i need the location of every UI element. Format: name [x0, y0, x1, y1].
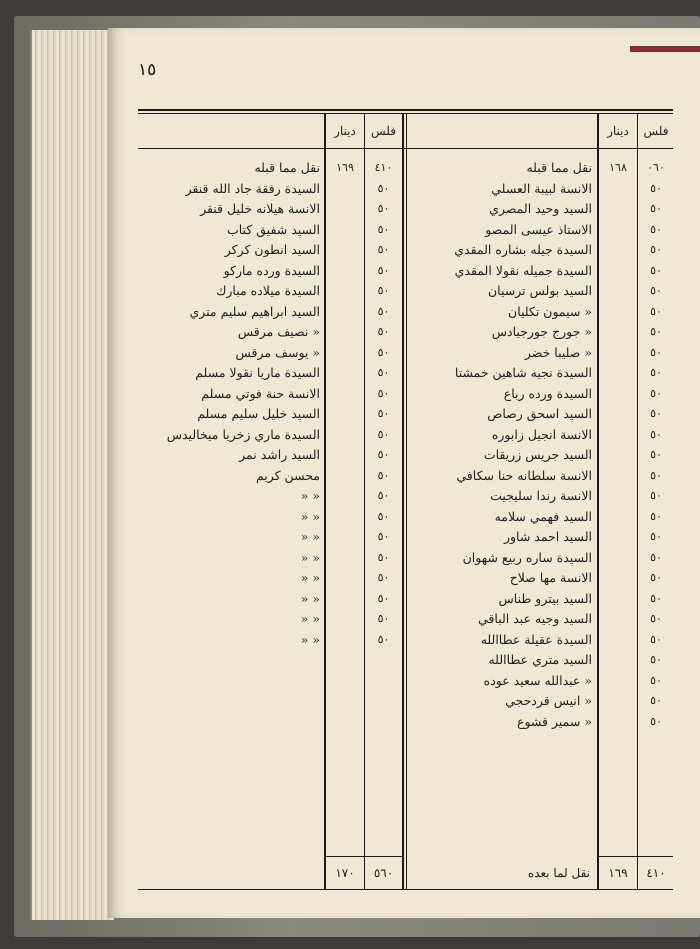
- dinar-amount: [599, 527, 637, 548]
- fils-amount: ٥٠: [650, 694, 662, 707]
- donor-name: نقل مما قبله: [526, 160, 592, 175]
- dinar-amount: [326, 486, 364, 507]
- dinar-amount: ١٦٨: [609, 161, 627, 174]
- dinar-amount: [599, 322, 637, 343]
- donor-name: السيد وحيد المصري: [489, 201, 592, 216]
- donor-name: نقل مما قبله: [254, 160, 320, 175]
- fils-amount: ٥٠: [650, 263, 662, 277]
- right-fils-list: [638, 158, 674, 732]
- right-total-label: نقل لما بعده: [527, 866, 590, 880]
- fils-amount: ٥٠: [377, 243, 390, 256]
- fils-amount: ٥٠: [650, 366, 662, 379]
- fils-amount: ٥٠: [650, 304, 662, 318]
- donor-name: « «: [300, 529, 320, 544]
- fils-amount: ٥٠: [377, 284, 390, 297]
- left-total-fils: ٥٦٠: [373, 866, 394, 880]
- donor-name: « «: [300, 570, 320, 585]
- left-total-dinar: ١٧٠: [335, 866, 355, 880]
- fils-amount: ٥٠: [650, 714, 662, 728]
- donor-name: « انيس قردحجي: [505, 693, 592, 708]
- donor-name: الانسة رندا سليجيت: [490, 488, 592, 503]
- donor-name: « عبدالله سعيد عوده: [483, 672, 592, 688]
- dinar-amount: [326, 261, 364, 282]
- donor-name: الانسة لبيبة العسلي: [491, 180, 592, 196]
- donor-name: « جورج جورجيادس: [491, 324, 592, 339]
- fils-amount: ٥٠: [377, 509, 390, 523]
- dinar-amount: [599, 384, 637, 405]
- dinar-amount: [599, 261, 637, 282]
- dinar-amount: [326, 179, 364, 200]
- fils-amount: ٥٠: [377, 366, 390, 379]
- donor-name: « «: [300, 549, 320, 565]
- dinar-amount: [599, 671, 637, 692]
- fils-amount: ٥٠: [377, 571, 390, 584]
- fils-amount: ٥٠: [377, 222, 390, 236]
- fils-amount: ٥٠: [650, 181, 662, 195]
- fils-amount: ٥٠: [650, 202, 662, 215]
- dinar-amount: [599, 548, 637, 569]
- fils-amount: ٥٠: [377, 612, 390, 625]
- left-dinar-list: [326, 158, 364, 650]
- dinar-amount: [599, 445, 637, 466]
- dinar-amount: [326, 589, 364, 610]
- fils-amount: ٥٠: [377, 550, 390, 564]
- top-rule: [138, 109, 673, 111]
- donor-name: السيدة ميلاده مبارك: [216, 283, 320, 298]
- page-number: ١٥: [138, 60, 157, 80]
- donor-name: « «: [300, 611, 320, 626]
- fils-amount: ٥٠: [377, 345, 390, 359]
- fils-amount: ٥٠: [377, 427, 390, 441]
- donor-name: « صليبا خضر: [524, 344, 592, 360]
- donor-name: السيدة جميله نقولا المقدي: [454, 262, 592, 278]
- dinar-amount: ١٦٩: [336, 161, 354, 174]
- dinar-amount: [326, 507, 364, 528]
- donor-name: « نصيف مرقس: [237, 324, 320, 339]
- dinar-amount: [326, 548, 364, 569]
- dinar-amount: [599, 630, 637, 651]
- fils-amount: ٥٠: [650, 386, 662, 400]
- fils-amount: ٥٠: [650, 591, 662, 605]
- dinar-amount: [599, 220, 637, 241]
- donor-name: السيد فهمي سلامه: [494, 508, 592, 524]
- left-fils-rule-right: [402, 113, 404, 890]
- dinar-amount: [326, 343, 364, 364]
- fils-amount: ٥٠: [650, 530, 662, 543]
- dinar-amount: [599, 404, 637, 425]
- right-dinar-header: دينار: [607, 124, 629, 138]
- fils-amount: ٥٠: [650, 427, 662, 441]
- dinar-amount: [326, 384, 364, 405]
- dinar-amount: [326, 199, 364, 220]
- dinar-amount: [326, 240, 364, 261]
- donor-name: الانسة سلطانه حنا سكافي: [456, 467, 592, 483]
- dinar-amount: [599, 691, 637, 712]
- page-edges: [30, 30, 114, 920]
- dinar-amount: [599, 425, 637, 446]
- donor-name: السيد بولس ترسيان: [487, 283, 592, 298]
- left-total-rule: [324, 856, 404, 857]
- donor-name: السيدة ورده رباع: [503, 385, 592, 401]
- dinar-amount: [326, 281, 364, 302]
- dinar-amount: [599, 609, 637, 630]
- fils-amount: ٥٠: [377, 468, 390, 482]
- bottom-rule: [138, 889, 673, 890]
- donor-name: السيدة ساره ربيع شهوان: [462, 549, 592, 565]
- donor-name: السيدة ورده ماركو: [223, 262, 320, 278]
- dinar-amount: [326, 425, 364, 446]
- dinar-amount: [599, 199, 637, 220]
- dinar-amount: [326, 466, 364, 487]
- dinar-amount: [599, 486, 637, 507]
- dinar-amount: [326, 630, 364, 651]
- donor-name: الاستاذ عيسى المصو: [485, 221, 592, 237]
- left-fils-list: [365, 158, 402, 650]
- fils-amount: ٥٠: [650, 632, 662, 646]
- dinar-amount: [326, 404, 364, 425]
- dinar-amount: [599, 302, 637, 323]
- fils-amount: ٥٠: [650, 571, 662, 584]
- dinar-amount: [326, 609, 364, 630]
- donor-name: الانسة هيلانه خليل قنقر: [200, 201, 320, 216]
- right-total-rule: [597, 856, 673, 857]
- donor-name: « «: [300, 508, 320, 524]
- donor-name: السيدة جيله بشاره المقدي: [454, 242, 592, 257]
- fils-amount: ٥٠: [650, 448, 662, 461]
- donor-name: السيد احمد شاور: [503, 529, 592, 544]
- donor-name: السيد شفيق كتاب: [226, 221, 320, 237]
- donor-name: « «: [300, 631, 320, 647]
- fils-amount: ٠٦٠: [647, 161, 665, 174]
- dinar-amount: [599, 507, 637, 528]
- donor-name: الانسة مها صلاح: [509, 570, 592, 585]
- donor-name: السيدة ماري زخريا ميخاليدس: [166, 426, 320, 442]
- center-rule: [406, 113, 407, 890]
- dinar-amount: [599, 568, 637, 589]
- fils-amount: ٥٠: [650, 243, 662, 256]
- fils-amount: ٥٠: [650, 509, 662, 523]
- fils-amount: ٥٠: [650, 407, 662, 420]
- dinar-amount: [599, 363, 637, 384]
- right-names-list: [420, 158, 592, 732]
- left-dinar-header: دينار: [334, 124, 356, 138]
- fils-amount: ٥٠: [377, 325, 390, 338]
- dinar-amount: [599, 343, 637, 364]
- fils-amount: ٥٠: [377, 448, 390, 461]
- fils-amount: ٥٠: [650, 612, 662, 625]
- donor-name: السيد راشد نمر: [239, 447, 320, 462]
- donor-name: السيدة ماريا نقولا مسلم: [195, 365, 320, 380]
- donor-name: « «: [300, 590, 320, 606]
- dinar-amount: [599, 712, 637, 733]
- donor-name: الانسة انجيل زابوره: [491, 426, 592, 442]
- fils-amount: ٥٠: [650, 489, 662, 502]
- fils-amount: ٥٠: [650, 468, 662, 482]
- donor-name: السيد انطون كركر: [224, 242, 320, 257]
- dinar-amount: [599, 179, 637, 200]
- dinar-amount: [326, 445, 364, 466]
- bookmark-ribbon: [630, 46, 700, 52]
- fils-amount: ٥٠: [650, 550, 662, 564]
- dinar-amount: [326, 302, 364, 323]
- donor-name: السيد متري عطاالله: [488, 652, 592, 667]
- right-fils-header: فلس: [643, 124, 669, 138]
- fils-amount: ٥٠: [650, 345, 662, 359]
- fils-amount: ٥٠: [377, 407, 390, 420]
- donor-name: محسن كريم: [255, 467, 320, 483]
- donor-name: السيدة نجيه شاهين خمشتا: [454, 365, 592, 380]
- fils-amount: ٥٠: [650, 673, 662, 687]
- fils-amount: ٥٠: [377, 304, 390, 318]
- fils-amount: ٥٠: [377, 591, 390, 605]
- fils-amount: ٥٠: [377, 263, 390, 277]
- dinar-amount: [326, 568, 364, 589]
- dinar-amount: [326, 322, 364, 343]
- donor-name: السيد خليل سليم مسلم: [197, 406, 320, 421]
- dinar-amount: [599, 240, 637, 261]
- donor-name: السيدة عقيلة عطاالله: [480, 631, 592, 647]
- donor-name: السيد اسحق رصاص: [487, 406, 592, 421]
- right-total-fils: ٤١٠: [646, 866, 666, 880]
- fils-amount: ٥٠: [377, 181, 390, 195]
- fils-amount: ٥٠: [650, 222, 662, 236]
- donor-name: السيد بيترو طناس: [498, 590, 592, 606]
- dinar-amount: [599, 281, 637, 302]
- fils-amount: ٥٠: [377, 530, 390, 543]
- dinar-amount: [599, 589, 637, 610]
- fils-amount: ٥٠: [377, 489, 390, 502]
- donor-name: « «: [300, 488, 320, 503]
- donor-name: السيد جريس زريقات: [483, 447, 592, 462]
- dinar-amount: [326, 527, 364, 548]
- right-dinar-list: [599, 158, 637, 732]
- donor-name: « سيمون تكليان: [508, 303, 592, 319]
- fils-amount: ٥٠: [650, 653, 662, 666]
- donor-name: السيد وجيه عبد الباقي: [478, 611, 592, 626]
- fils-amount: ٥٠: [377, 202, 390, 215]
- right-total-dinar: ١٦٩: [608, 866, 628, 880]
- donor-name: السيدة رفقة جاد الله قنقر: [185, 180, 320, 196]
- donor-name: السيد ابراهيم سليم متري: [189, 303, 320, 319]
- fils-amount: ٥٠: [650, 325, 662, 338]
- dinar-amount: [599, 466, 637, 487]
- donor-name: « سمير قشوع: [516, 713, 592, 729]
- left-fils-header: فلس: [370, 124, 396, 138]
- fils-amount: ٤١٠: [374, 161, 393, 174]
- donor-name: « يوسف مرقس: [235, 344, 320, 360]
- dinar-amount: [599, 650, 637, 671]
- dinar-amount: [326, 363, 364, 384]
- fils-amount: ٥٠: [377, 386, 390, 400]
- left-names-list: [150, 158, 320, 650]
- dinar-amount: [326, 220, 364, 241]
- fils-amount: ٥٠: [650, 284, 662, 297]
- fils-amount: ٥٠: [377, 632, 390, 646]
- donor-name: الانسة حنة فوتي مسلم: [201, 385, 320, 401]
